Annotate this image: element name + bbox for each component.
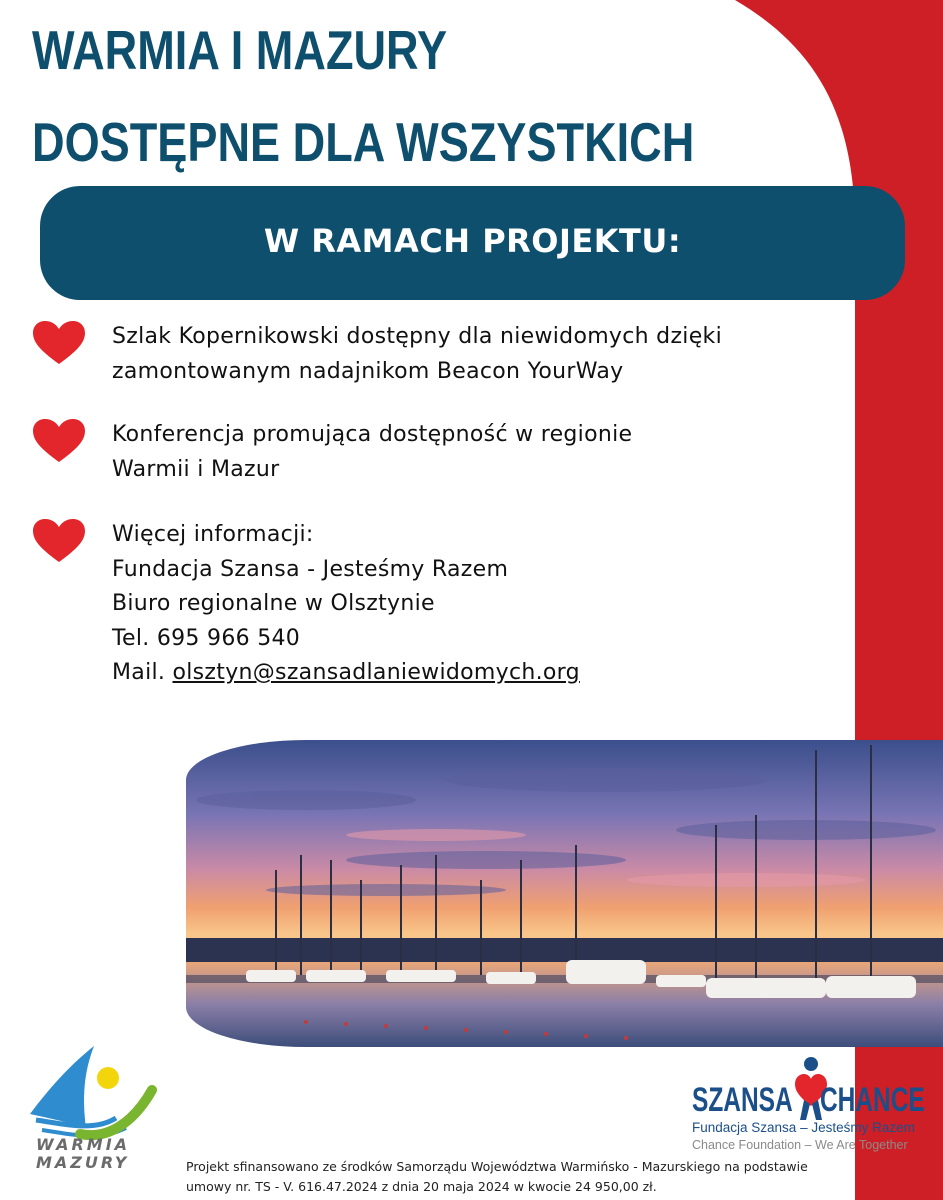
logo-text-right: CHANCE (820, 1081, 925, 1119)
logo-text-left: SZANSA (692, 1081, 793, 1119)
item-text-line: Więcej informacji: (112, 522, 314, 547)
project-banner (40, 186, 905, 300)
footer-line: Projekt sfinansowano ze środków Samorządu Województwa Warmińsko - Mazurskiego na podstawie (186, 1159, 808, 1174)
footer-line: umowy nr. TS - V. 616.47.2024 z dnia 20 maja 2024 w kwocie 24 950,00 zł. (186, 1179, 657, 1194)
page-title-line-1: WARMIA I MAZURY (32, 19, 448, 81)
item-text-line: Biuro regionalne w Olsztynie (112, 591, 435, 616)
heart-icon (32, 320, 86, 366)
marina-sunset-photo (186, 740, 943, 1047)
mail-prefix: Mail. (112, 660, 173, 685)
heart-icon (32, 418, 86, 464)
logo-subtitle: Fundacja Szansa – Jesteśmy Razem (692, 1120, 915, 1135)
logo-text-line: WARMIA (36, 1135, 131, 1154)
item-text-line: Szlak Kopernikowski dostępny dla niewidomych dzięki (112, 324, 722, 349)
mail-line (112, 656, 580, 691)
email-link[interactable]: olsztyn@szansadlaniewidomych.org (172, 660, 580, 685)
page-title-line-2: DOSTĘPNE DLA WSZYSTKICH (32, 111, 695, 173)
szansa-chance-logo (690, 1056, 935, 1156)
item-text-line: Tel. 695 966 540 (112, 625, 301, 651)
item-text-line: Warmii i Mazur (112, 456, 280, 482)
item-text-line: zamontowanym nadajnikom Beacon YourWay (112, 358, 624, 384)
heart-icon (32, 518, 86, 564)
logo-subtitle-en: Chance Foundation – We Are Together (692, 1138, 908, 1152)
item-text-line: Fundacja Szansa - Jesteśmy Razem (112, 556, 509, 582)
logo-text-line: MAZURY (36, 1153, 130, 1172)
item-text-line: Konferencja promująca dostępność w regionie (112, 422, 633, 447)
warmia-mazury-logo-text (36, 1136, 130, 1172)
funding-footer (186, 1157, 906, 1197)
banner-text: W RAMACH PROJEKTU: (263, 222, 682, 260)
